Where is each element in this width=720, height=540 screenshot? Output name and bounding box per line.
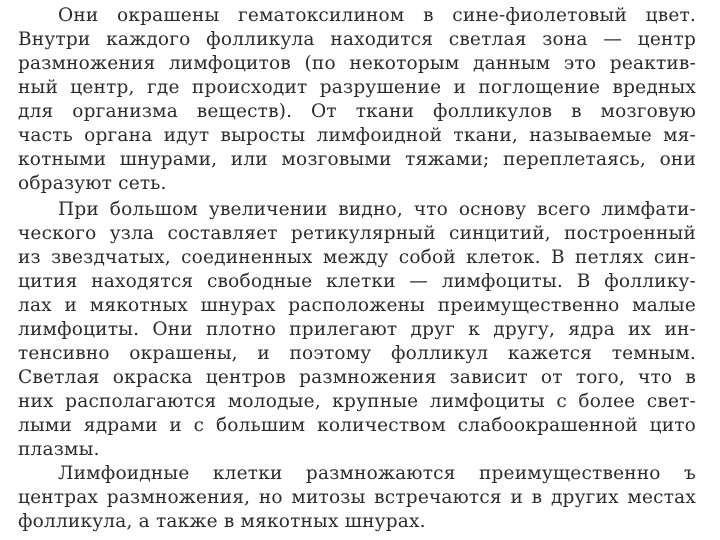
text-line: котными шнурами, или мозговыми тяжами; переплетаясь, они [18,149,696,170]
text-line: для организма веществ). От ткани фолликулов в мозговую [18,101,696,122]
text-line: Светлая окраска центров размножения зависит от того, что в [18,367,696,388]
text-line: из звездчатых, соединенных между собой клеток. В петлях син- [18,247,696,268]
text-line: них располагаются молодые, крупные лимфоциты с более свет- [18,391,696,412]
text-line: фолликула, а также в мякотных шнурах. [18,511,426,532]
text-line: плазмы. [18,439,100,460]
text-line: ческого узла составляет ретикулярный синцитий, построенный [18,223,696,244]
text-line: размножения лимфоцитов (по некоторым данным это реактив- [18,53,696,74]
text-line: лах и мякотных шнурах расположены преимущественно малые [18,295,696,316]
text-line: тенсивно окрашены, и поэтому фолликул кажется темным. [18,343,696,364]
text-line: лимфоциты. Они плотно прилегают друг к другу, ядра их ин- [18,319,696,340]
text-line: образуют сеть. [18,173,167,194]
text-line: Они окрашены гематоксилином в сине-фиолетовый цвет. [58,5,696,26]
text-line: часть органа идут выросты лимфоидной ткани, называемые мя- [18,125,696,146]
text-line: цития находятся свободные клетки — лимфоциты. В фоллику- [18,271,696,292]
text-line: При большом увеличении видно, что основу всего лимфати- [58,199,696,220]
text-line: ный центр, где происходит разрушение и поглощение вредных [18,77,696,98]
text-line: Внутри каждого фолликула находится светлая зона — центр [18,29,696,50]
text-line: центрах размножения, но митозы встречаются и в других местах [18,487,696,508]
text-line: лыми ядрами и с большим количеством слабоокрашенной цито [18,415,696,436]
text-line: Лимфоидные клетки размножаются преимущественно ъ [58,463,696,484]
